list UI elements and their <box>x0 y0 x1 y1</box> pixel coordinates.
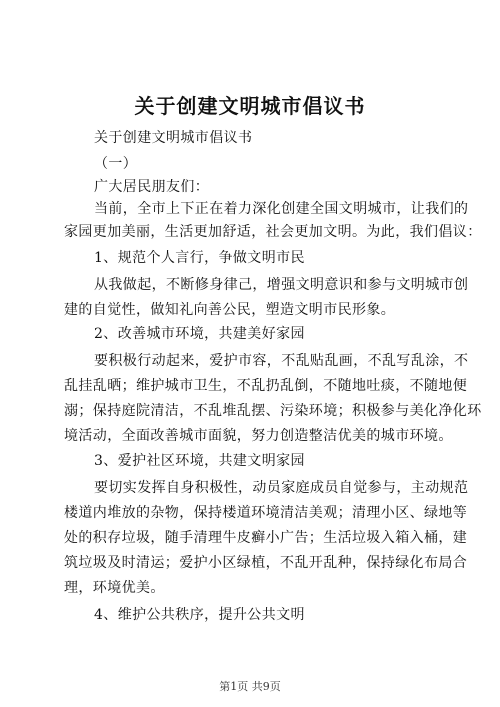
section-number: （一） <box>94 156 138 172</box>
paragraph-line: 要积极行动起来，爱护市容，不乱贴乱画，不乱写乱涂，不 <box>94 353 469 369</box>
paragraph-line: 从我做起，不断修身律己，增强文明意识和参与文明城市创 <box>94 277 469 293</box>
paragraph-line: 筑垃圾及时清运；爱护小区绿植，不乱开乱种，保持绿化布局合 <box>64 555 468 571</box>
paragraph-line: 建的自觉性，做知礼向善公民，塑造文明市民形象。 <box>64 302 396 318</box>
paragraph-line: 楼道内堆放的杂物，保持楼道环境清洁美观；清理小区、绿地等 <box>64 505 468 521</box>
paragraph-line: 境活动，全面改善城市面貌，努力创造整洁优美的城市环境。 <box>64 428 453 444</box>
item-heading: 2、改善城市环境，共建美好家园 <box>94 326 305 342</box>
salutation: 广大居民朋友们： <box>94 179 210 195</box>
paragraph-line: 溺；保持庭院清洁，不乱堆乱摆、污染环境；积极参与美化净化环 <box>64 403 482 419</box>
document-title: 关于创建文明城市倡议书 <box>134 94 366 118</box>
item-heading: 3、爱护社区环境，共建文明家园 <box>94 453 305 469</box>
subtitle-line: 关于创建文明城市倡议书 <box>94 130 253 146</box>
page-footer: 第1页 共9页 <box>219 680 281 693</box>
item-heading: 4、维护公共秩序，提升公共文明 <box>94 607 305 623</box>
paragraph-line: 处的积存垃圾，随手清理牛皮癣小广告；生活垃圾入箱入桶，建 <box>64 530 468 546</box>
paragraph-line: 要切实发挥自身积极性，动员家庭成员自觉参与，主动规范 <box>94 480 469 496</box>
paragraph-line: 乱挂乱晒；维护城市卫生，不乱扔乱倒，不随地吐痰，不随地便 <box>64 378 468 394</box>
paragraph-line: 家园更加美丽，生活更加舒适，社会更加文明。为此，我们倡议： <box>64 224 482 240</box>
paragraph-line: 当前，全市上下正在着力深化创建全国文明城市，让我们的 <box>94 201 469 217</box>
item-heading: 1、规范个人言行，争做文明市民 <box>94 250 305 266</box>
paragraph-line: 理，环境优美。 <box>64 580 165 596</box>
